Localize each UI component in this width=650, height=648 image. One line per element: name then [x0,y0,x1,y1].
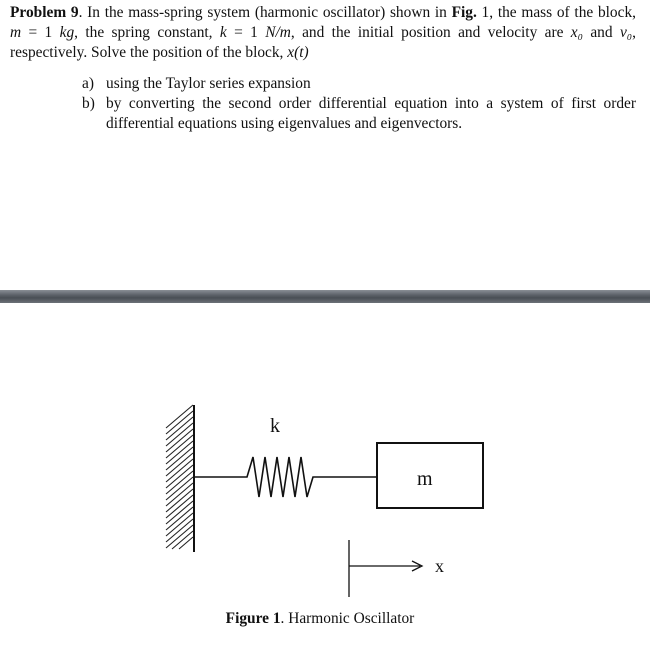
part-b-marker: b) [82,95,95,112]
part-a-marker: a) [82,75,94,92]
problem-line2-text-b: , and the initial position and velocity are [290,24,571,41]
problem-line2-and: and [582,24,620,41]
problem-label: Problem 9 [10,4,79,21]
figure-caption [0,610,650,628]
figure-caption-label: Figure 1 [225,610,281,627]
problem-line1-text-b: 1, the mass of the block, [476,4,636,21]
figure-caption-inner [226,610,415,628]
position-function: x(t) [287,44,309,61]
part-b-text-line-1: by converting the second order differential equation into a system of first order [106,95,636,112]
mass-unit: kg [59,24,75,41]
problem-line3-text: respectively. Solve the position of the block, [10,44,288,61]
problem-line1-text-a: . In the mass-spring system (harmonic oscillator) shown in [78,4,452,21]
part-b-text-line-2: differential equations using eigenvalues and eigenvectors. [106,115,463,132]
problem-line2-text-c: , [632,24,636,41]
wall-hatching [166,405,193,549]
problem-line2-text-a: , the spring constant, [74,24,220,41]
axis-label: x [435,556,444,576]
spring-unit: N/m [265,24,291,41]
figure-caption-text: . Harmonic Oscillator [280,610,415,627]
spring-value: = 1 [226,24,266,41]
mass-symbol: m [10,24,22,41]
spring-constant-label: k [270,415,280,437]
mass-label: m [417,468,433,490]
mass-value: = 1 [21,24,60,41]
initial-position-symbol: x₀ [570,24,583,41]
spring [194,457,377,497]
spring-symbol: k [219,24,227,41]
initial-velocity-symbol: v₀ [619,24,633,41]
part-a-text: using the Taylor series expansion [106,75,311,92]
figure-reference: Fig. [451,4,477,21]
